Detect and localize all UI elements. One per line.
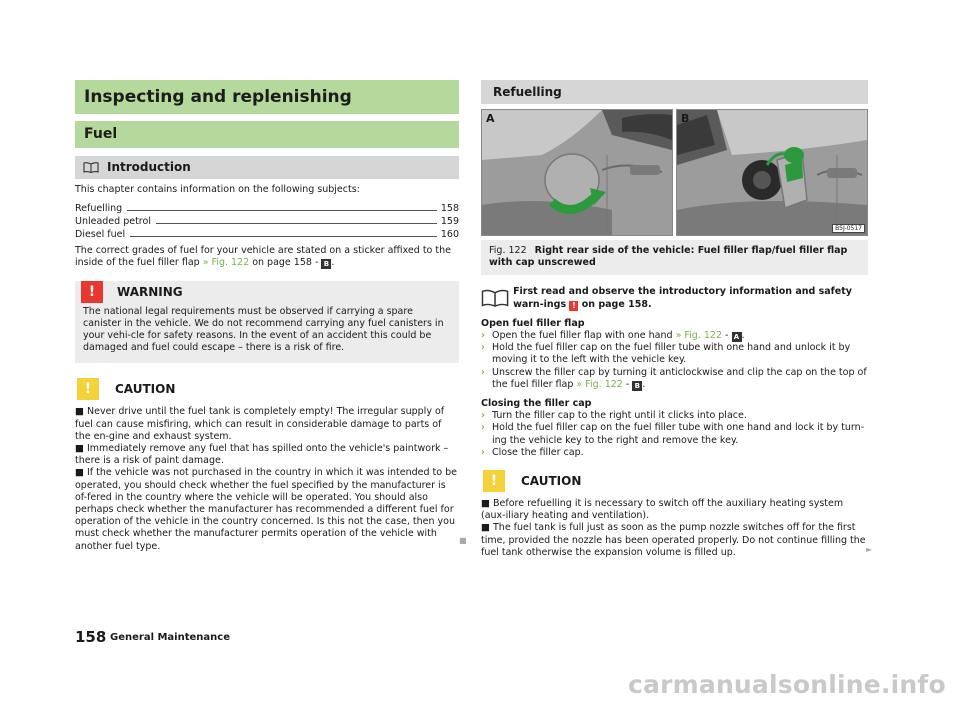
section-heading-fuel: Fuel xyxy=(75,121,459,148)
step-text xyxy=(492,330,745,342)
step-text xyxy=(492,367,868,391)
step-arrow-icon: › xyxy=(481,446,485,458)
continue-arrow-icon: ► xyxy=(866,545,873,554)
toc-leader xyxy=(156,223,437,224)
step-item xyxy=(481,367,868,391)
fuel-grades-text-start: The correct grades of fuel for your vehicle are stated on a sticker affixed to the inside of the fuel filler flap xyxy=(75,245,451,269)
book-icon xyxy=(481,286,509,310)
warning-icon: ! xyxy=(81,281,103,303)
figure-link[interactable]: » Fig. 122 xyxy=(576,378,623,390)
panel-letter-a: A xyxy=(486,112,495,125)
caution-item: ■ Immediately remove any fuel that has spilled onto the vehicle's paintwork – there is a risk of paint damage. xyxy=(75,442,449,467)
read-first-text-end: on page 158. xyxy=(581,298,652,310)
read-first-note xyxy=(481,286,868,310)
warning-box xyxy=(75,281,459,364)
step-text: Hold the fuel filler cap on the fuel filler tube with one hand and lock it by turn-ing the vehicle key to the right and remove the key. xyxy=(492,422,865,446)
intro-text: This chapter contains information on the following subjects: xyxy=(75,184,360,195)
caution-title: CAUTION xyxy=(521,474,582,489)
toc-row-diesel-fuel[interactable] xyxy=(75,227,459,240)
caution-header xyxy=(481,469,868,493)
panel-letter-b: B xyxy=(681,112,690,125)
toc-leader xyxy=(127,210,437,211)
figure-part-marker: A xyxy=(732,332,742,342)
book-icon xyxy=(83,162,99,173)
caution-item: ■ Before refuelling it is necessary to switch off the auxiliary heating system (aux-iliary heating and ventilation). xyxy=(481,498,844,522)
step-text: Turn the filler cap to the right until it clicks into place. xyxy=(492,410,747,422)
caution-text xyxy=(75,406,459,552)
toc-row-refuelling[interactable] xyxy=(75,200,459,213)
caution-item: ■ The fuel tank is full just as soon as the pump nozzle switches off for the first time, provided the nozzle has been operated properly. Do not continue filling the fuel tank otherwise the expansion volume is filled up. xyxy=(481,522,866,558)
figure-link[interactable]: » Fig. 122 xyxy=(675,330,723,342)
right-column xyxy=(481,80,868,559)
read-first-text-start: First read and observe the introductory information and safety warn-ings xyxy=(513,286,852,310)
figure-caption-text: Right rear side of the vehicle: Fuel filler flap/fuel filler flap with cap unscrewed xyxy=(489,245,848,269)
caution-header xyxy=(75,377,459,401)
figure-code: B5J-0517 xyxy=(832,224,865,233)
toc-label: Unleaded petrol xyxy=(75,215,151,227)
caution-icon: ! xyxy=(483,470,505,492)
toc-label: Diesel fuel xyxy=(75,229,126,241)
caution-icon: ! xyxy=(77,378,99,400)
fuel-flap-closed-illustration xyxy=(482,110,672,235)
warning-text: The national legal requirements must be observed if carrying a spare canister in the vehicle. We do not recommend carrying any fuel canisters in your vehi-cle for safety reasons. In the event of an accident this could be damaged and fuel could escape – there is a risk of fire. xyxy=(83,305,444,354)
caution-title: CAUTION xyxy=(115,382,176,397)
figure-panel-b xyxy=(676,109,868,236)
figure-part-marker: B xyxy=(632,381,642,391)
toc-label: Refuelling xyxy=(75,202,123,214)
step-item xyxy=(481,447,868,459)
footer-section-title: General Maintenance xyxy=(110,632,230,643)
step-text-start: Unscrew the filler cap by turning it anticlockwise and clip the cap on the top of the fuel filler flap xyxy=(492,366,867,390)
introduction-heading xyxy=(75,156,459,179)
introduction-label: Introduction xyxy=(107,160,191,174)
warning-header xyxy=(75,281,459,303)
warning-icon: ! xyxy=(569,301,578,311)
step-end: . xyxy=(642,378,646,390)
refuelling-heading: Refuelling xyxy=(481,80,868,104)
open-flap-heading: Open fuel filler flap xyxy=(481,317,585,329)
step-item xyxy=(481,410,868,422)
read-first-text xyxy=(513,286,868,310)
figure-link[interactable]: » Fig. 122 xyxy=(202,257,250,269)
step-arrow-icon: › xyxy=(481,342,485,354)
toc-page: 160 xyxy=(440,229,459,241)
step-dash: - xyxy=(725,330,729,342)
warning-title: WARNING xyxy=(117,284,183,299)
step-text: Close the filler cap. xyxy=(492,446,584,458)
left-column xyxy=(75,80,459,553)
figure-part-marker: B xyxy=(321,259,331,269)
toc-page: 159 xyxy=(440,215,459,227)
step-end: . xyxy=(741,330,745,342)
step-arrow-icon: › xyxy=(481,422,485,434)
toc-leader xyxy=(130,236,437,237)
figure-number: Fig. 122 xyxy=(489,245,527,256)
step-item xyxy=(481,422,868,446)
caution-item: ■ If the vehicle was not purchased in the country in which it was intended to be operated, you should check whether the fuel specified by the manufacturer is of-fered in the country where the vehicle will be operated. You should also perhaps check whether the manufacturer has recommended a different fuel for operation of the vehicle in the country concerned. Is this not the case, then you must check whether the manufacturer permits operation of the vehicle with another fuel type. xyxy=(75,467,457,552)
page-number: 158 xyxy=(75,628,107,646)
close-cap-heading: Closing the filler cap xyxy=(481,398,592,410)
toc-row-unleaded-petrol[interactable] xyxy=(75,214,459,227)
fuel-flap-open-illustration xyxy=(677,110,867,235)
step-item xyxy=(481,330,868,342)
watermark: carmanualsonline.info xyxy=(628,670,946,699)
step-arrow-icon: › xyxy=(481,410,485,422)
step-text: Hold the fuel filler cap on the fuel filler tube with one hand and unlock it by moving it to the left with the vehicle key. xyxy=(492,342,851,366)
step-arrow-icon: › xyxy=(481,330,485,342)
section-end-mark: ■ xyxy=(459,536,467,545)
caution-text xyxy=(481,498,868,559)
table-of-contents xyxy=(75,200,459,240)
figure-122 xyxy=(481,109,868,236)
toc-page: 158 xyxy=(440,202,459,214)
fuel-grades-text-end: on page 158 - xyxy=(252,257,319,269)
step-text-start: Open the fuel filler flap with one hand xyxy=(492,330,673,342)
step-item xyxy=(481,342,868,366)
figure-panel-a xyxy=(481,109,673,236)
figure-caption xyxy=(481,240,868,275)
fuel-grades-text: The correct grades of fuel for your vehicle are stated on a sticker affixed to the inside of the fuel filler flap » Fig. 122 on page 158 - B . xyxy=(75,245,451,269)
caution-item: ■ Never drive until the fuel tank is completely empty! The irregular supply of fuel can cause misfiring, which can result in considerable damage to parts of the en-gine and exhaust system. xyxy=(75,406,445,442)
step-arrow-icon: › xyxy=(481,366,485,378)
step-dash: - xyxy=(625,378,630,390)
chapter-heading: Inspecting and replenishing xyxy=(75,80,459,114)
